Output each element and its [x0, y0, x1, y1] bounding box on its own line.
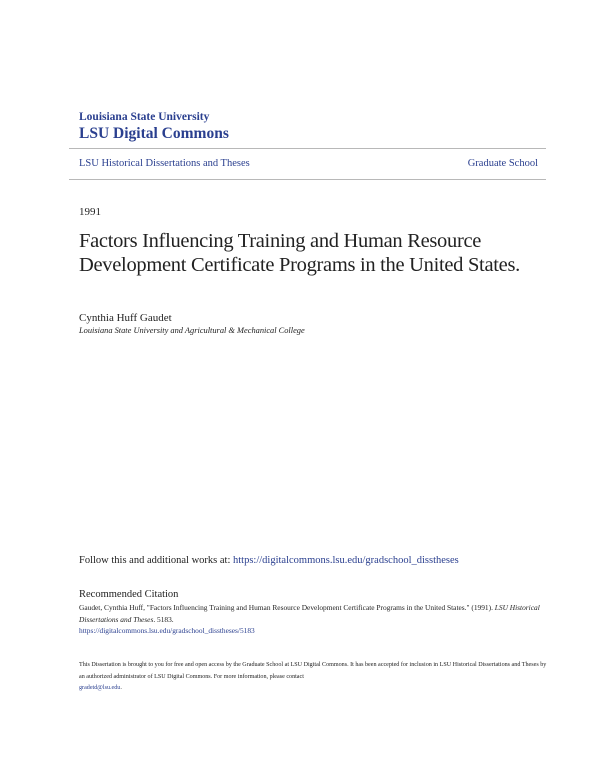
- follow-link[interactable]: https://digitalcommons.lsu.edu/gradschool_disstheses: [233, 555, 459, 566]
- notice-end: .: [120, 685, 122, 691]
- recommended-citation: [79, 602, 549, 637]
- author-affiliation: Louisiana State University and Agricultural & Mechanical College: [79, 326, 305, 335]
- access-notice: [79, 660, 549, 695]
- publication-year: 1991: [79, 206, 101, 218]
- notice-text: This Dissertation is brought to you for free and open access by the Graduate School at LSU Digital Commons. It has been accepted for inclusion in LSU Historical Dissertations and Theses by an authorized administrator of LSU Digital Commons. For more information, please contact: [79, 662, 547, 680]
- citation-number: . 5183.: [153, 614, 174, 624]
- citation-series: LSU Historical Dissertations and Theses: [79, 603, 540, 624]
- collection-link[interactable]: LSU Historical Dissertations and Theses: [79, 158, 250, 169]
- follow-prefix: Follow this and additional works at:: [79, 555, 233, 566]
- follow-line: [79, 555, 459, 566]
- author-name: Cynthia Huff Gaudet: [79, 312, 172, 324]
- document-title: Factors Influencing Training and Human Resource Development Certificate Programs in the United States.: [79, 230, 520, 276]
- repository-header: [79, 110, 229, 143]
- divider-bottom: [69, 179, 546, 180]
- citation-link[interactable]: https://digitalcommons.lsu.edu/gradschool_disstheses/5183: [79, 626, 255, 635]
- citation-text: Gaudet, Cynthia Huff, "Factors Influencing Training and Human Resource Development Certificate Programs in the United States." (1991).: [79, 603, 495, 612]
- university-name[interactable]: Louisiana State University: [79, 111, 210, 123]
- recommended-citation-heading: Recommended Citation: [79, 589, 179, 600]
- divider-top: [69, 148, 546, 149]
- contact-email-link[interactable]: gradetd@lsu.edu: [79, 685, 121, 691]
- repository-name[interactable]: LSU Digital Commons: [79, 125, 229, 142]
- graduate-school-link[interactable]: Graduate School: [467, 158, 538, 169]
